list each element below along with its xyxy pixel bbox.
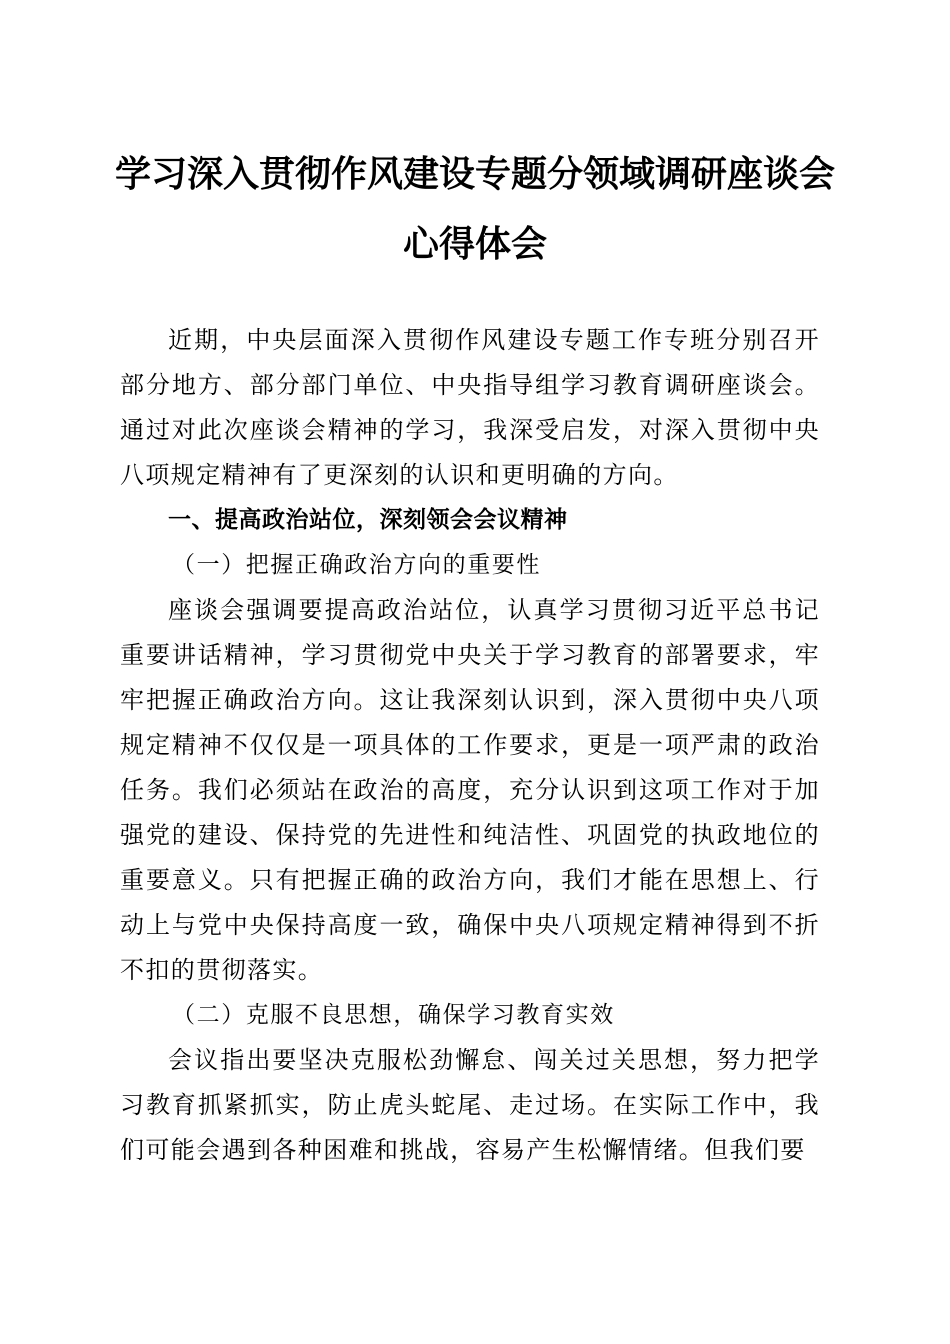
document-title-line-2: 心得体会: [402, 223, 547, 265]
section-1-heading: 一、提高政治站位，深刻领会会议精神: [168, 507, 568, 533]
document-title-line-1: 学习深入贯彻作风建设专题分领域调研座谈会: [114, 153, 835, 195]
subsection-2-heading: （二）克服不良思想，确保学习教育实效: [172, 1002, 615, 1028]
subsection-2-paragraph: 会议指出要坚决克服松劲懈怠、闯关过关思想，努力把学习教育抓紧抓实，防止虎头蛇尾、走过场。在实际工作中，我们可能会遇到各种困难和挑战，容易产生松懈情绪。但我们要: [120, 1046, 820, 1164]
subsection-1-paragraph: 座谈会强调要提高政治站位，认真学习贯彻习近平总书记重要讲话精神，学习贯彻党中央关于学习教育的部署要求，牢牢把握正确政治方向。这让我深刻认识到，深入贯彻中央八项规定精神不仅仅是一项具体的工作要求，更是一项严肃的政治任务。我们必须站在政治的高度，充分认识到这项工作对于加强党的建设、保持党的先进性和纯洁性、巩固党的执政地位的重要意义。只有把握正确的政治方向，我们才能在思想上、行动上与党中央保持高度一致，确保中央八项规定精神得到不折不扣的贯彻落实。: [120, 596, 820, 984]
subsection-1-heading: （一）把握正确政治方向的重要性: [172, 552, 541, 578]
intro-paragraph: 近期，中央层面深入贯彻作风建设专题工作专班分别召开部分地方、部分部门单位、中央指导组学习教育调研座谈会。通过对此次座谈会精神的学习，我深受启发，对深入贯彻中央八项规定精神有了更深刻的认识和更明确的方向。: [120, 326, 820, 489]
document-body: [120, 318, 820, 1173]
